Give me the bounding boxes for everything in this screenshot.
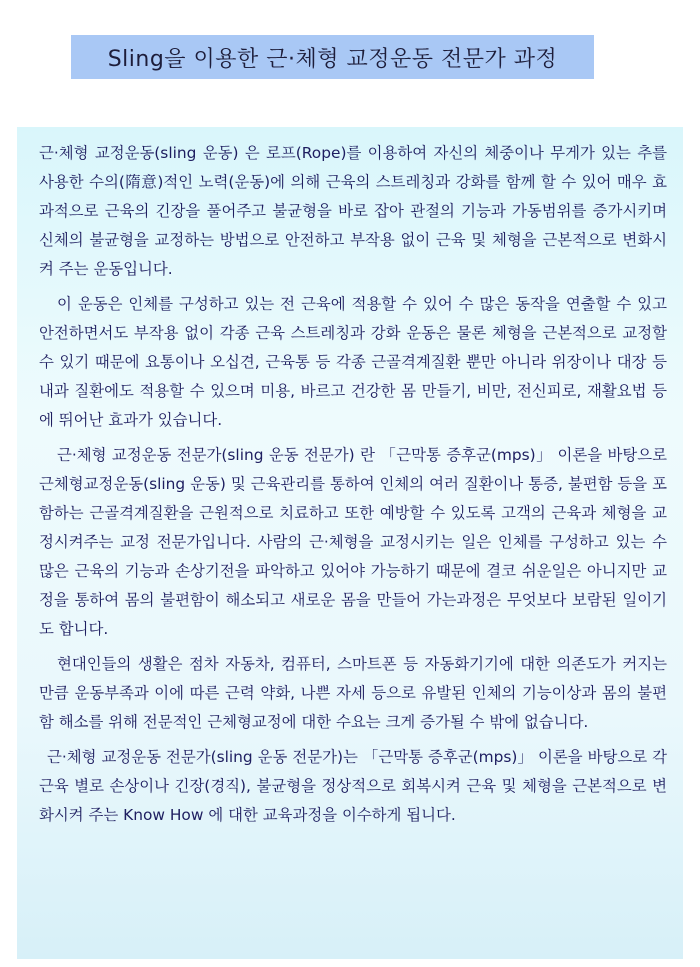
- content-panel: [17, 127, 683, 959]
- paragraph-applications: 이 운동은 인체를 구성하고 있는 전 근육에 적용할 수 있어 수 많은 동작을 연출할 수 있고 안전하면서도 부작용 없이 각종 근육 스트레칭과 강화 운동은 물론 체형을 근본적으로 교정할 수 있기 때문에 요통이나 오십견, 근육통 등 각종 근골격계질환 뿐만 아니라 위장이나 대장 등 내과 질환에도 적용할 수 있으며 미용, 바르고 건강한 몸 만들기, 비만, 전신피로, 재활요법 등에 뛰어난 효과가 있습니다.: [39, 295, 667, 429]
- paragraph-course: 근·체형 교정운동 전문가(sling 운동 전문가)는 「근막통 증후군(mps)」 이론을 바탕으로 각 근육 별로 손상이나 긴장(경직), 불균형을 정상적으로 회복시켜 근육 및 체형을 근본적으로 변화시켜 주는 Know How 에 대한 교육과정을 이수하게 됩니다.: [39, 748, 667, 824]
- paragraph-demand: 현대인들의 생활은 점차 자동차, 컴퓨터, 스마트폰 등 자동화기기에 대한 의존도가 커지는 만큼 운동부족과 이에 따른 근력 약화, 나쁜 자세 등으로 유발된 인체의 기능이상과 몸의 불편함 해소를 위해 전문적인 근체형교정에 대한 수요는 크게 증가될 수 밖에 없습니다.: [39, 655, 667, 731]
- paragraph-expert-definition: 근·체형 교정운동 전문가(sling 운동 전문가) 란 「근막통 증후군(mps)」 이론을 바탕으로 근체형교정운동(sling 운동) 및 근육관리를 통하여 인체의 여러 질환이나 통증, 불편함 등을 포함하는 근골격계질환을 근원적으로 치료하고 또한 예방할 수 있도록 고객의 근육과 체형을 교정시켜주는 교정 전문가입니다. 사람의 근·체형을 교정시키는 일은 인체를 구성하고 있는 수 많은 근육의 기능과 손상기전을 파악하고 있어야 가능하기 때문에 결코 쉬운일은 아니지만 교정을 통하여 몸의 불편함이 해소되고 새로운 몸을 만들어 가는과정은 무엇보다 보람된 일이기도 합니다.: [39, 446, 667, 638]
- paragraph-intro: 근·체형 교정운동(sling 운동) 은 로프(Rope)를 이용하여 자신의 체중이나 무게가 있는 추를 사용한 수의(隋意)적인 노력(운동)에 의해 근육의 스트레칭과 강화를 함께 할 수 있어 매우 효과적으로 근육의 긴장을 풀어주고 불균형을 바로 잡아 관절의 기능과 가동범위를 증가시키며 신체의 불균형을 교정하는 방법으로 안전하고 부작용 없이 근육 및 체형을 근본적으로 변화시켜 주는 운동입니다.: [39, 144, 667, 278]
- page-title: Sling을 이용한 근·체형 교정운동 전문가 과정: [71, 35, 594, 79]
